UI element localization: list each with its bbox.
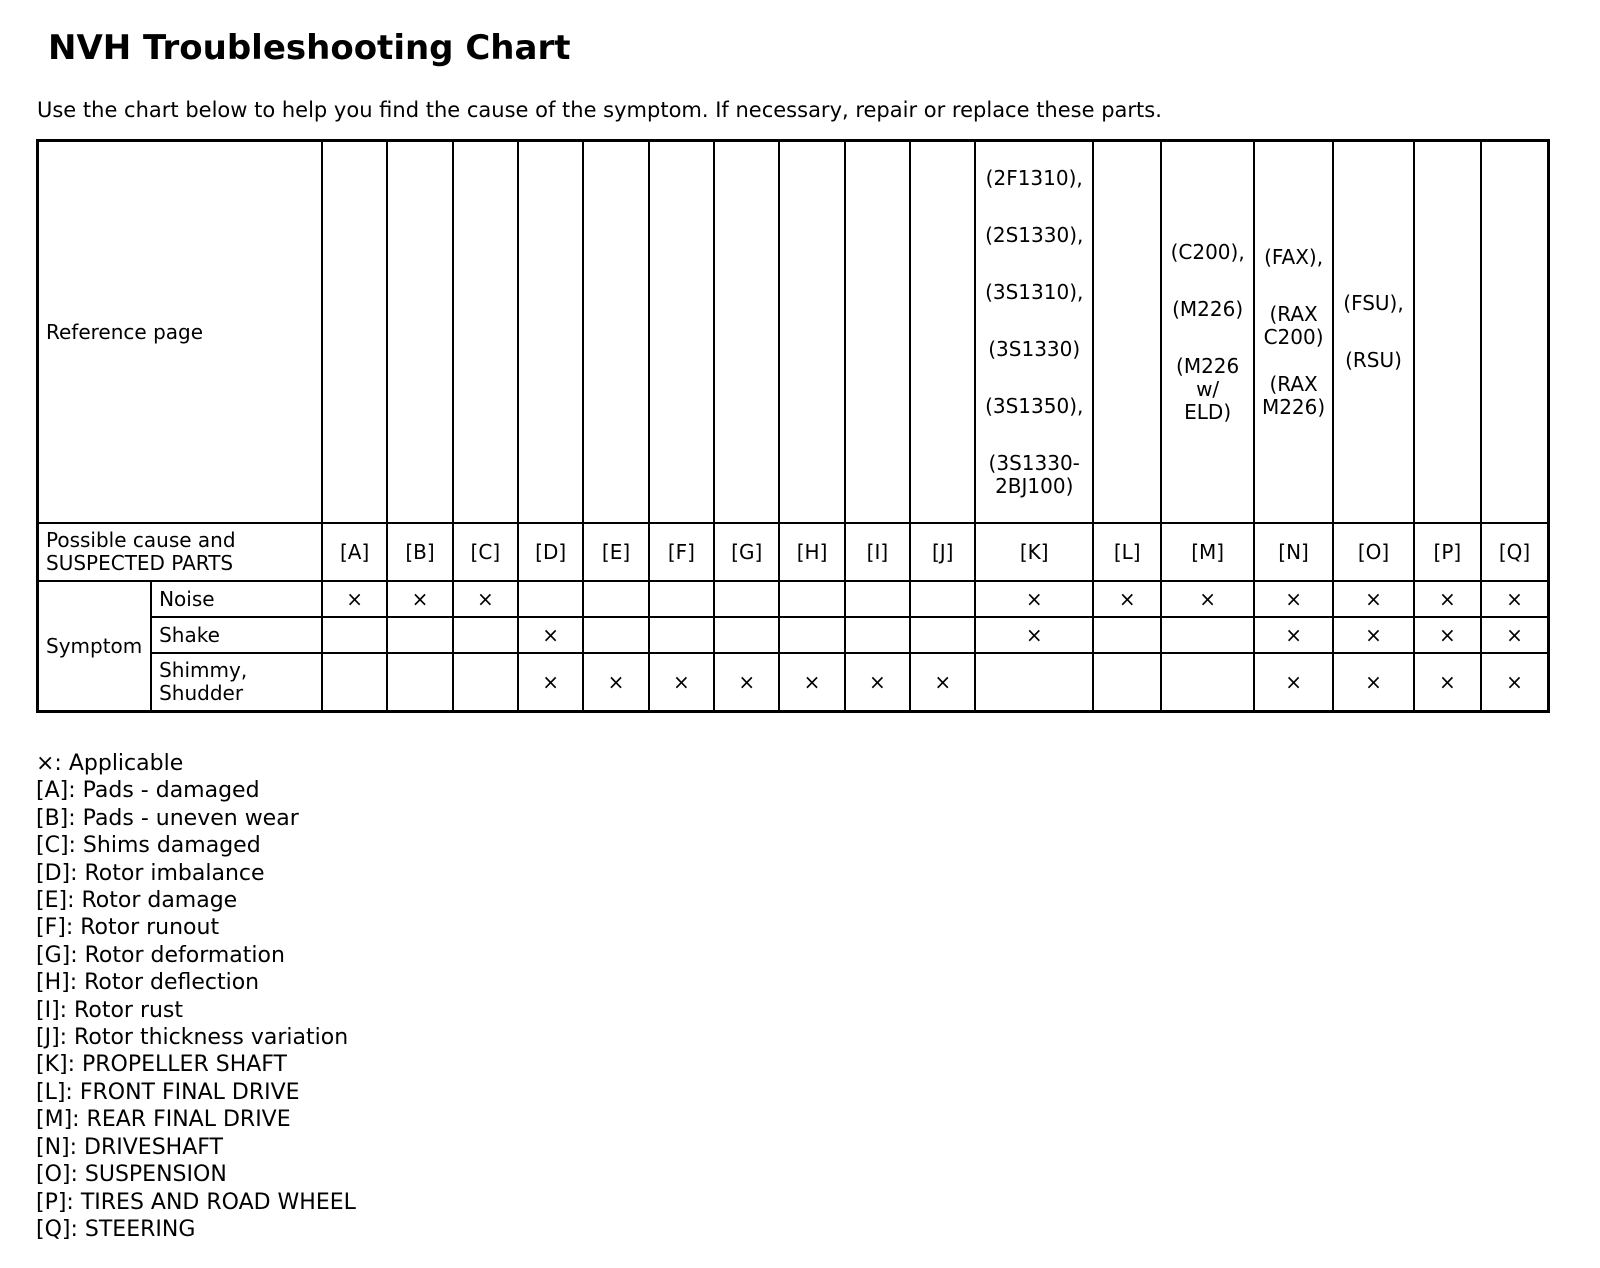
mark-cell — [975, 653, 1093, 712]
mark-cell: × — [779, 653, 844, 712]
mark-cell — [453, 653, 518, 712]
symptom-name: Noise — [151, 581, 322, 617]
ref-cell — [649, 141, 714, 524]
ref-n-line: (RAX — [1269, 301, 1318, 326]
ref-cell — [1414, 141, 1481, 524]
column-header: [C] — [453, 523, 518, 581]
legend-item: [Q]: STEERING — [36, 1216, 196, 1242]
mark-cell: × — [714, 653, 779, 712]
mark-cell: × — [518, 617, 583, 653]
mark-cell — [714, 581, 779, 617]
symptom-name: Shake — [151, 617, 322, 653]
column-header: [G] — [714, 523, 779, 581]
ref-cell — [1481, 141, 1548, 524]
mark-cell: × — [1161, 581, 1253, 617]
intro-text: Use the chart below to help you find the cause of the symptom. If necessary, repair or replace these parts. — [37, 98, 1162, 122]
column-header: [D] — [518, 523, 583, 581]
symptom-name-line1: Shimmy, — [159, 658, 248, 682]
legend — [36, 750, 356, 1243]
column-header: [Q] — [1481, 523, 1548, 581]
mark-cell — [649, 581, 714, 617]
column-header: [O] — [1333, 523, 1413, 581]
mark-cell — [845, 581, 910, 617]
mark-cell: × — [1254, 617, 1333, 653]
ref-m-line: ELD) — [1184, 399, 1232, 424]
mark-cell: × — [1414, 581, 1481, 617]
column-header: [E] — [583, 523, 648, 581]
column-header: [M] — [1161, 523, 1253, 581]
mark-cell: × — [1414, 617, 1481, 653]
mark-cell: × — [910, 653, 975, 712]
mark-cell: × — [518, 653, 583, 712]
page-title: NVH Troubleshooting Chart — [48, 28, 571, 68]
mark-cell: × — [845, 653, 910, 712]
reference-label: Reference page — [38, 141, 322, 524]
mark-cell — [779, 581, 844, 617]
ref-k-line: 2BJ100) — [995, 473, 1074, 498]
legend-item: [F]: Rotor runout — [36, 915, 220, 941]
legend-item: [J]: Rotor thickness variation — [36, 1025, 349, 1051]
ref-m-line: w/ — [1196, 376, 1220, 401]
ref-o-line: (FSU), — [1343, 291, 1404, 315]
ref-cell — [387, 141, 452, 524]
symptom-row-shimmy — [38, 653, 1549, 712]
column-header: [F] — [649, 523, 714, 581]
mark-cell: × — [1481, 617, 1548, 653]
mark-cell — [387, 653, 452, 712]
legend-item: [N]: DRIVESHAFT — [36, 1134, 223, 1160]
symptom-label: Symptom — [38, 581, 152, 712]
legend-item: [G]: Rotor deformation — [36, 942, 285, 968]
mark-cell: × — [387, 581, 452, 617]
column-header: [K] — [975, 523, 1093, 581]
ref-n-line: C200) — [1263, 324, 1324, 349]
column-header: [J] — [910, 523, 975, 581]
nvh-table — [36, 139, 1550, 713]
mark-cell — [322, 617, 387, 653]
legend-item: [L]: FRONT FINAL DRIVE — [36, 1079, 300, 1105]
mark-cell: × — [1333, 617, 1413, 653]
mark-cell — [1161, 653, 1253, 712]
symptom-name — [151, 653, 322, 712]
reference-row — [38, 141, 1549, 524]
symptom-row-shake — [38, 617, 1549, 653]
mark-cell — [1093, 617, 1161, 653]
ref-k-line: (2F1310), — [985, 165, 1083, 190]
mark-cell: × — [1254, 581, 1333, 617]
cause-label — [38, 523, 322, 581]
mark-cell: × — [1093, 581, 1161, 617]
symptom-row-noise — [38, 581, 1549, 617]
legend-item: [I]: Rotor rust — [36, 997, 184, 1023]
ref-o-line: (RSU) — [1345, 348, 1402, 372]
legend-item: [E]: Rotor damage — [36, 888, 238, 914]
ref-n-line: M226) — [1261, 394, 1326, 419]
mark-cell: × — [975, 581, 1093, 617]
ref-cell — [453, 141, 518, 524]
legend-item: [C]: Shims damaged — [36, 833, 261, 859]
cause-label-line1: Possible cause and — [46, 528, 236, 552]
column-header: [N] — [1254, 523, 1333, 581]
ref-cell — [1093, 141, 1161, 524]
ref-cell — [714, 141, 779, 524]
symptom-name-line2: Shudder — [159, 681, 244, 705]
mark-cell: × — [1414, 653, 1481, 712]
mark-cell: × — [1254, 653, 1333, 712]
legend-item: [A]: Pads - damaged — [36, 778, 260, 804]
ref-m-line: (C200), — [1170, 239, 1245, 264]
column-header: [H] — [779, 523, 844, 581]
ref-cell — [322, 141, 387, 524]
ref-cell — [518, 141, 583, 524]
mark-cell — [322, 653, 387, 712]
cause-label-line2: SUSPECTED PARTS — [46, 551, 234, 575]
ref-k-line: (3S1330) — [988, 336, 1081, 361]
mark-cell — [387, 617, 452, 653]
legend-item: [P]: TIRES AND ROAD WHEEL — [36, 1189, 356, 1215]
legend-item: [K]: PROPELLER SHAFT — [36, 1052, 287, 1078]
mark-cell — [583, 581, 648, 617]
mark-cell — [910, 581, 975, 617]
mark-cell: × — [1333, 653, 1413, 712]
ref-cell-n — [1254, 141, 1333, 524]
ref-cell-k — [975, 141, 1093, 524]
mark-cell: × — [649, 653, 714, 712]
ref-cell — [779, 141, 844, 524]
mark-cell: × — [975, 617, 1093, 653]
mark-cell — [910, 617, 975, 653]
mark-cell: × — [453, 581, 518, 617]
ref-cell-o — [1333, 141, 1413, 524]
mark-cell — [779, 617, 844, 653]
ref-k-line: (3S1310), — [985, 279, 1084, 304]
ref-n-line: (FAX), — [1264, 244, 1324, 269]
mark-cell — [583, 617, 648, 653]
legend-item: [M]: REAR FINAL DRIVE — [36, 1107, 291, 1133]
ref-k-line: (3S1350), — [985, 393, 1084, 418]
mark-cell: × — [1481, 581, 1548, 617]
legend-item: [B]: Pads - uneven wear — [36, 805, 299, 831]
legend-item: [H]: Rotor deflection — [36, 970, 260, 996]
legend-item: [D]: Rotor imbalance — [36, 860, 265, 886]
mark-cell: × — [583, 653, 648, 712]
ref-cell — [845, 141, 910, 524]
column-header: [L] — [1093, 523, 1161, 581]
mark-cell: × — [322, 581, 387, 617]
mark-cell — [453, 617, 518, 653]
mark-cell — [1093, 653, 1161, 712]
legend-item: [O]: SUSPENSION — [36, 1162, 227, 1188]
ref-k-line: (2S1330), — [985, 222, 1084, 247]
mark-cell — [518, 581, 583, 617]
ref-k-line: (3S1330- — [988, 450, 1080, 475]
ref-m-line: (M226) — [1172, 296, 1244, 321]
mark-cell — [649, 617, 714, 653]
mark-cell — [845, 617, 910, 653]
cause-row — [38, 523, 1549, 581]
ref-m-line: (M226 — [1176, 353, 1240, 378]
ref-cell — [583, 141, 648, 524]
column-header: [I] — [845, 523, 910, 581]
mark-cell: × — [1333, 581, 1413, 617]
ref-cell-m — [1161, 141, 1253, 524]
mark-cell — [1161, 617, 1253, 653]
mark-cell — [714, 617, 779, 653]
ref-cell — [910, 141, 975, 524]
legend-item: ×: Applicable — [36, 751, 184, 776]
column-header: [P] — [1414, 523, 1481, 581]
ref-n-line: (RAX — [1269, 371, 1318, 396]
mark-cell: × — [1481, 653, 1548, 712]
column-header: [A] — [322, 523, 387, 581]
column-header: [B] — [387, 523, 452, 581]
